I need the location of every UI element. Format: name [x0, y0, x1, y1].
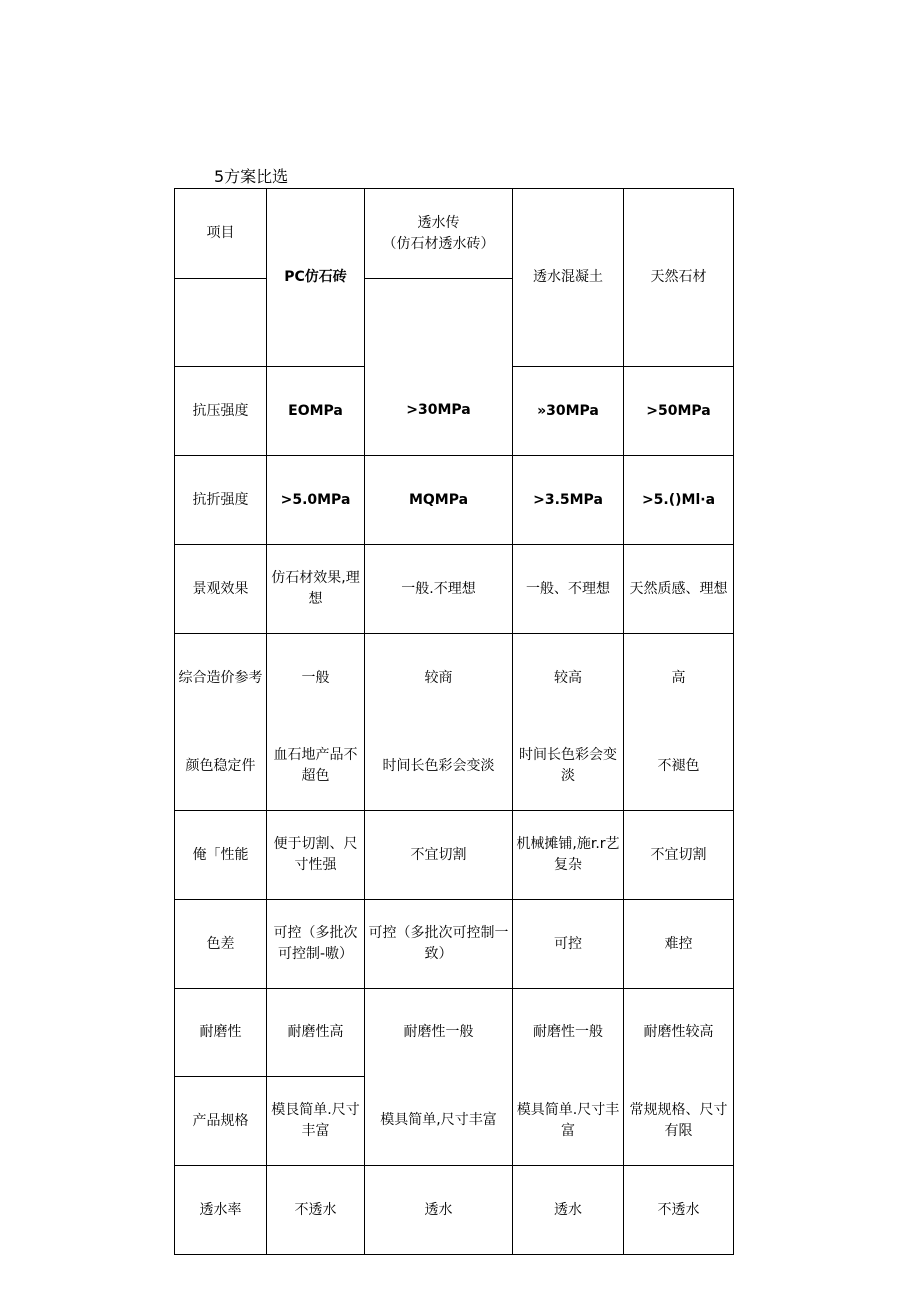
- table-row: [175, 811, 734, 900]
- cell-perm-brick: 耐磨性一般: [365, 989, 513, 1077]
- table-row: [175, 456, 734, 545]
- table-row: [175, 1077, 734, 1166]
- cell-stone: >50MPa: [624, 367, 734, 456]
- cell-pc: 便于切割、尺寸性强: [267, 811, 365, 900]
- table-row: [175, 545, 734, 634]
- cell-perm-brick: 较商: [365, 634, 513, 723]
- row-label-landscape: 景观效果: [175, 545, 267, 634]
- row-label-color: 颜色稳定件: [175, 723, 267, 811]
- row-label-processing: 俺「性能: [175, 811, 267, 900]
- row-label-chromatic: 色差: [175, 900, 267, 989]
- cell-pc: 可控（多批次可控制-嗷）: [267, 900, 365, 989]
- table-header-row: [175, 189, 734, 279]
- cell-perm-concrete: 模具简单.尺寸丰富: [513, 1077, 624, 1166]
- cell-perm-concrete: 耐磨性一般: [513, 989, 624, 1077]
- row-label-permeability: 透水率: [175, 1166, 267, 1255]
- cell-perm-concrete: >3.5MPa: [513, 456, 624, 545]
- row-label-wear: 耐磨性: [175, 989, 267, 1077]
- header-permeable-concrete: 透水混凝土: [513, 189, 624, 367]
- cell-perm-brick: 不宜切割: [365, 811, 513, 900]
- cell-stone: >5.()Ml·a: [624, 456, 734, 545]
- cell-stone: 不透水: [624, 1166, 734, 1255]
- cell-pc: 仿石材效果,理想: [267, 545, 365, 634]
- cell-perm-concrete: 一般、不理想: [513, 545, 624, 634]
- cell-stone: 天然质感、理想: [624, 545, 734, 634]
- cell-pc: >5.0MPa: [267, 456, 365, 545]
- cell-pc: 血石地产品不超色: [267, 723, 365, 811]
- cell-perm-brick: 透水: [365, 1166, 513, 1255]
- cell-pc: 不透水: [267, 1166, 365, 1255]
- cell-stone: 高: [624, 634, 734, 723]
- cell-perm-concrete: 机械摊铺,施r.r艺复杂: [513, 811, 624, 900]
- comparison-table: [174, 188, 734, 1255]
- header-pc-brick: PC仿石砖: [267, 189, 365, 367]
- row-label-spec: 产品规格: [175, 1077, 267, 1166]
- cell-pc: 耐磨性高: [267, 989, 365, 1077]
- cell-perm-brick: MQMPa: [365, 456, 513, 545]
- cell-perm-brick: 时间长色彩会变淡: [365, 723, 513, 811]
- row-label-compressive: 抗压强度: [175, 367, 267, 456]
- section-title: 5方案比选: [214, 167, 289, 186]
- cell-stone: 常规规格、尺寸有限: [624, 1077, 734, 1166]
- row-label-flexural: 抗折强度: [175, 456, 267, 545]
- header-item: 项目: [175, 189, 267, 279]
- cell-pc: 一般: [267, 634, 365, 723]
- table-row: [175, 634, 734, 723]
- cell-perm-brick: 一般.不理想: [365, 545, 513, 634]
- cell-perm-brick: 模具简单,尺寸丰富: [365, 1077, 513, 1166]
- header-permeable-brick: 透水传 （仿石材透水砖）: [365, 189, 513, 279]
- table-row: [175, 900, 734, 989]
- row-label-cost: 综合造价参考: [175, 634, 267, 723]
- cell-stone: 不褪色: [624, 723, 734, 811]
- table-row: [175, 1166, 734, 1255]
- cell-stone: 不宜切割: [624, 811, 734, 900]
- table-row: [175, 989, 734, 1077]
- cell-perm-concrete: 较高: [513, 634, 624, 723]
- cell-perm-concrete: 透水: [513, 1166, 624, 1255]
- cell-pc: 模艮简单.尺寸丰富: [267, 1077, 365, 1166]
- cell-pc: EOMPa: [267, 367, 365, 456]
- header-natural-stone: 天然石材: [624, 189, 734, 367]
- cell-stone: 耐磨性较高: [624, 989, 734, 1077]
- cell-perm-brick: 可控（多批次可控制一致）: [365, 900, 513, 989]
- table-row: [175, 723, 734, 811]
- cell-perm-concrete: »30MPa: [513, 367, 624, 456]
- table-row: [175, 367, 734, 456]
- cell-perm-brick: >30MPa: [365, 367, 513, 456]
- cell-stone: 难控: [624, 900, 734, 989]
- cell-perm-concrete: 时间长色彩会变淡: [513, 723, 624, 811]
- cell-perm-concrete: 可控: [513, 900, 624, 989]
